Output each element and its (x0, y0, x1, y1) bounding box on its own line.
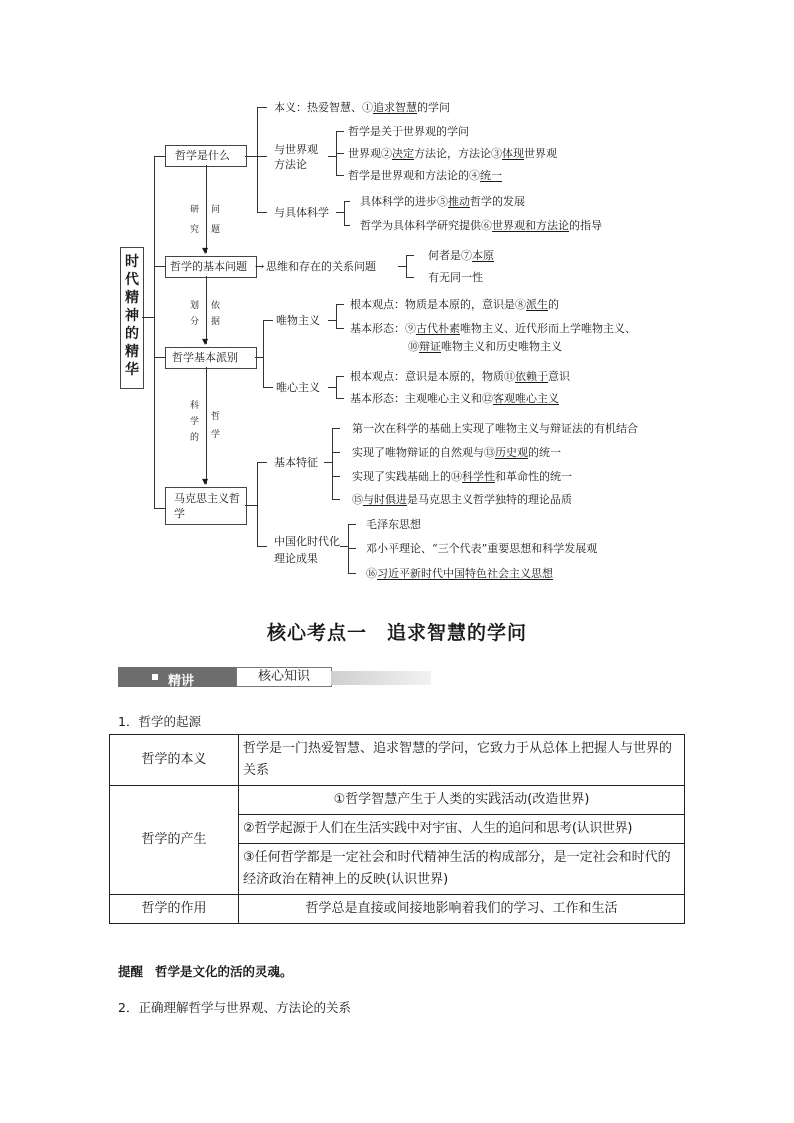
ide-item-2: 基本形态：主观唯心主义和⑫客观唯心主义 (350, 392, 559, 405)
marx-features: 基本特征 (274, 456, 318, 469)
schools-materialism: 唯物主义 (276, 314, 320, 327)
what-meaning: 本义：热爱智慧、①追求智慧的学问 (274, 101, 450, 114)
basic-q1: 何者是⑦本原 (428, 249, 494, 262)
wv-item-2: 世界观②决定方法论，方法论③体现世界观 (348, 147, 557, 160)
banner-dark (118, 667, 236, 687)
row-role-value: 哲学总是直接或间接地影响着我们的学习、工作和生活 (239, 895, 685, 924)
schools-idealism: 唯心主义 (276, 381, 320, 394)
node-basic-label: 哲学的基本问题 (170, 260, 247, 273)
mat-item-1: 根本观点：物质是本原的，意识是⑧派生的 (350, 298, 559, 311)
china-c2: 邓小平理论、“三个代表”重要思想和科学发展观 (366, 542, 598, 555)
wv-item-3: 哲学是世界观和方法论的④统一 (348, 169, 502, 182)
node-marxism-label: 马克思主义哲学 (174, 492, 240, 520)
link-sci-a: 科学的 (190, 401, 200, 443)
mat-item-2: 基本形态：⑨古代朴素唯物主义、近代形而上学唯物主义、 (350, 322, 636, 335)
mindmap-root-label: 时代精神的精华 (125, 254, 139, 378)
link-research-a: 研究 (190, 205, 200, 235)
section-title: 核心考点一 追求智慧的学问 (266, 622, 527, 644)
row-origin-value-2: ②哲学起源于人们在生活实践中对宇宙、人生的追问和思考(认识世界) (239, 815, 685, 844)
tip (118, 962, 293, 980)
china-c3: ⑯习近平新时代中国特色社会主义思想 (366, 567, 553, 580)
what-science-label: 与具体科学 (274, 206, 329, 219)
sci-item-2: 哲学为具体科学研究提供⑥世界观和方法论的指导 (360, 219, 602, 232)
ide-item-1: 根本观点：意识是本原的，物质⑪依赖于意识 (350, 370, 570, 383)
wv-item-1: 哲学是关于世界观的学问 (348, 125, 469, 138)
basic-relation: 思维和存在的关系问题 (266, 260, 376, 273)
marx-f3: 实现了实践基础上的⑭科学性和革命性的统一 (352, 470, 572, 483)
sci-item-1: 具体科学的进步⑤推动哲学的发展 (360, 195, 525, 208)
basic-q2: 有无同一性 (428, 271, 483, 284)
china-c1: 毛泽东思想 (366, 518, 421, 531)
link-divide-a: 划分 (190, 301, 200, 327)
tip-label: 提醒 (118, 964, 144, 979)
banner-light-label: 核心知识 (236, 667, 332, 687)
marx-f4: ⑮与时俱进是马克思主义哲学独特的理论品质 (352, 493, 572, 506)
node-schools-label: 哲学基本派别 (172, 351, 238, 364)
item-1-heading: 1．哲学的起源 (118, 714, 201, 729)
marx-f2: 实现了唯物辩证的自然观与⑬历史观的统一 (352, 446, 561, 459)
section-banner (118, 667, 431, 689)
row-role-header: 哲学的作用 (110, 895, 239, 924)
row-origin-header: 哲学的产生 (110, 786, 239, 895)
row-meaning-value: 哲学是一门热爱智慧、追求智慧的学问，它致力于从总体上把握人与世界的关系 (239, 735, 685, 786)
origin-table (109, 734, 685, 924)
row-origin-value-3: ③任何哲学都是一定社会和时代精神生活的构成部分，是一定社会和时代的经济政治在精神上的反映(认识世界) (239, 844, 685, 895)
row-meaning-header: 哲学的本义 (110, 735, 239, 786)
marx-china-label: 中国化时代化理论成果 (274, 535, 340, 565)
tip-text: 哲学是文化的活的灵魂。 (155, 964, 293, 979)
banner-dark-label: 精讲 (168, 674, 195, 689)
what-worldview-label: 与世界观方法论 (274, 143, 318, 171)
link-research-b: 问题 (211, 205, 221, 235)
link-sci-b: 哲学 (211, 412, 221, 440)
node-what-label: 哲学是什么 (175, 149, 230, 162)
item-2-heading: 2．正确理解哲学与世界观、方法论的关系 (118, 1000, 351, 1015)
mat-item-3: ⑩辩证唯物主义和历史唯物主义 (408, 340, 562, 353)
row-origin-value-1: ①哲学智慧产生于人类的实践活动(改造世界) (239, 786, 685, 815)
marx-f1: 第一次在科学的基础上实现了唯物主义与辩证法的有机结合 (352, 422, 638, 435)
link-divide-b: 依据 (211, 301, 221, 327)
